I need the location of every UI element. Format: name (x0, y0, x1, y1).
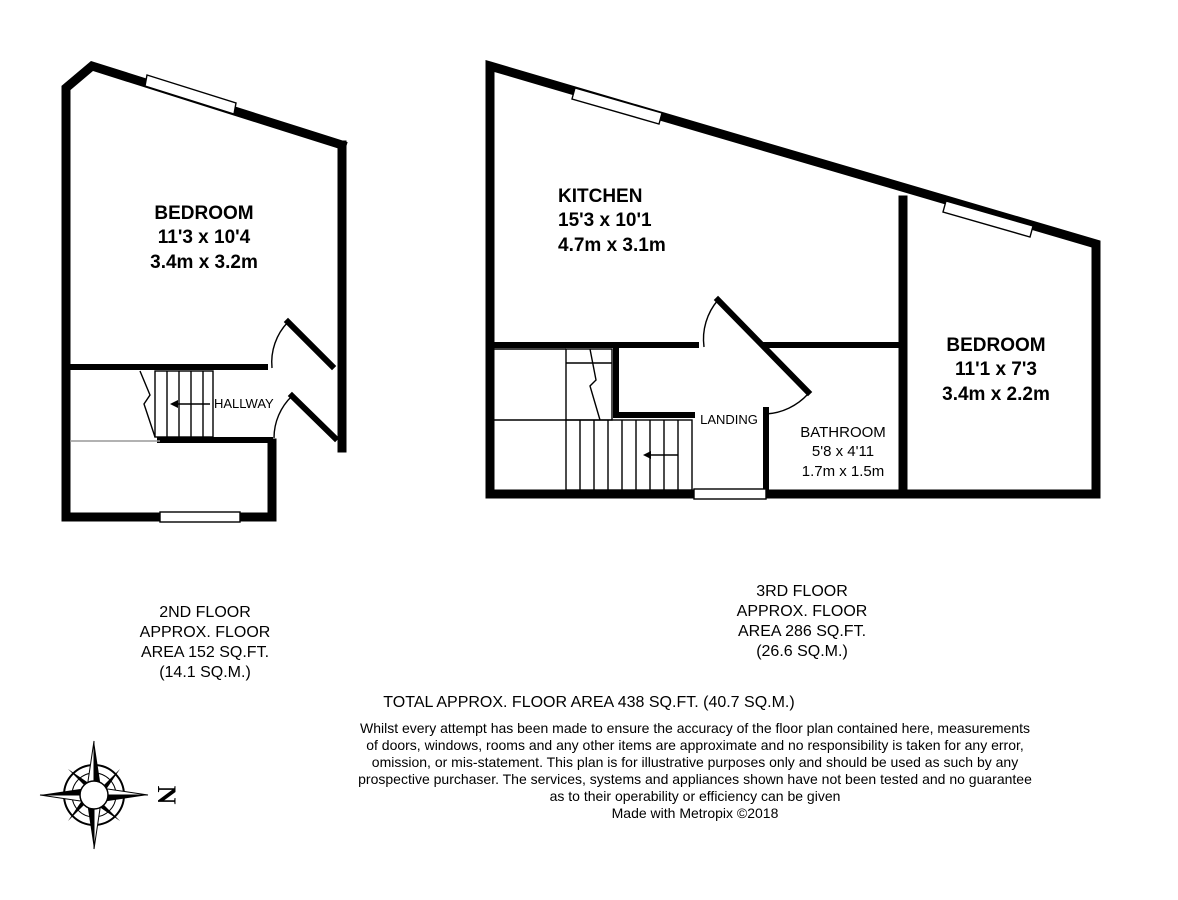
third-floor-plan (490, 66, 1096, 499)
disclaimer-line: of doors, windows, rooms and any other items are approximate and no responsibility is taken for any error, (366, 737, 1024, 753)
credit-line: Made with Metropix ©2018 (611, 805, 779, 821)
room-name: HALLWAY (214, 396, 274, 411)
floor-name: 2ND FLOOR (159, 604, 251, 621)
room-dimensions-imperial: 11'1 x 7'3 (955, 359, 1037, 380)
disclaimer-text (295, 720, 1095, 822)
floor-area-line: AREA 286 SQ.FT. (737, 623, 867, 640)
north-label: N (152, 785, 182, 805)
floor-area-line: (26.6 SQ.M.) (756, 643, 848, 660)
third-floor-outer-wall (490, 66, 1096, 494)
disclaimer-line: prospective purchaser. The services, systems and appliances shown have not been tested and no guarantee (358, 771, 1032, 787)
partition-wall (616, 349, 692, 415)
door-leaf (288, 322, 332, 366)
floor-area-line: APPROX. FLOOR (736, 603, 868, 620)
floor-area-line: (14.1 SQ.M.) (159, 664, 251, 681)
compass-rose-icon (40, 741, 181, 849)
door-leaf (292, 396, 335, 438)
total-floor-area: TOTAL APPROX. FLOOR AREA 438 SQ.FT. (40.7 SQ.M.) (383, 694, 795, 711)
second-floor-plan (66, 66, 342, 522)
room-name: BEDROOM (946, 335, 1046, 356)
room-name: KITCHEN (558, 186, 643, 207)
second-floor-outer-wall-left (66, 66, 342, 517)
room-name: BEDROOM (154, 203, 254, 224)
door-swing (274, 396, 292, 438)
room-dimensions-metric: 3.4m x 3.2m (150, 252, 258, 273)
disclaimer-line: as to their operability or efficiency can be given (549, 788, 841, 804)
door-swing (766, 394, 808, 414)
floor-name: 3RD FLOOR (756, 583, 848, 600)
window (572, 88, 662, 124)
disclaimer-line: omission, or mis-statement. This plan is for illustrative purposes only and should be used as such by any (371, 754, 1019, 770)
room-dimensions-metric: 4.7m x 3.1m (558, 235, 666, 256)
window (145, 75, 236, 114)
room-dimensions-metric: 3.4m x 2.2m (942, 384, 1050, 405)
disclaimer-line: Whilst every attempt has been made to ensure the accuracy of the floor plan contained here, measurements (359, 720, 1031, 736)
room-dimensions-imperial: 15'3 x 10'1 (558, 210, 652, 231)
door-swing (703, 300, 718, 347)
second-floor-area-label (120, 603, 290, 683)
window (694, 489, 766, 499)
room-name: LANDING (700, 412, 758, 427)
staircase (494, 349, 692, 490)
room-dimensions-imperial: 11'3 x 10'4 (157, 227, 251, 248)
floor-area-line: APPROX. FLOOR (139, 624, 271, 641)
floor-area-line: AREA 152 SQ.FT. (140, 644, 270, 661)
room-dimensions-metric: 1.7m x 1.5m (801, 463, 885, 480)
room-dimensions-imperial: 5'8 x 4'11 (811, 443, 875, 460)
third-floor-area-label (712, 582, 892, 662)
room-name: BATHROOM (800, 424, 886, 441)
door-swing (272, 322, 288, 368)
staircase (140, 371, 213, 437)
window (160, 512, 240, 522)
